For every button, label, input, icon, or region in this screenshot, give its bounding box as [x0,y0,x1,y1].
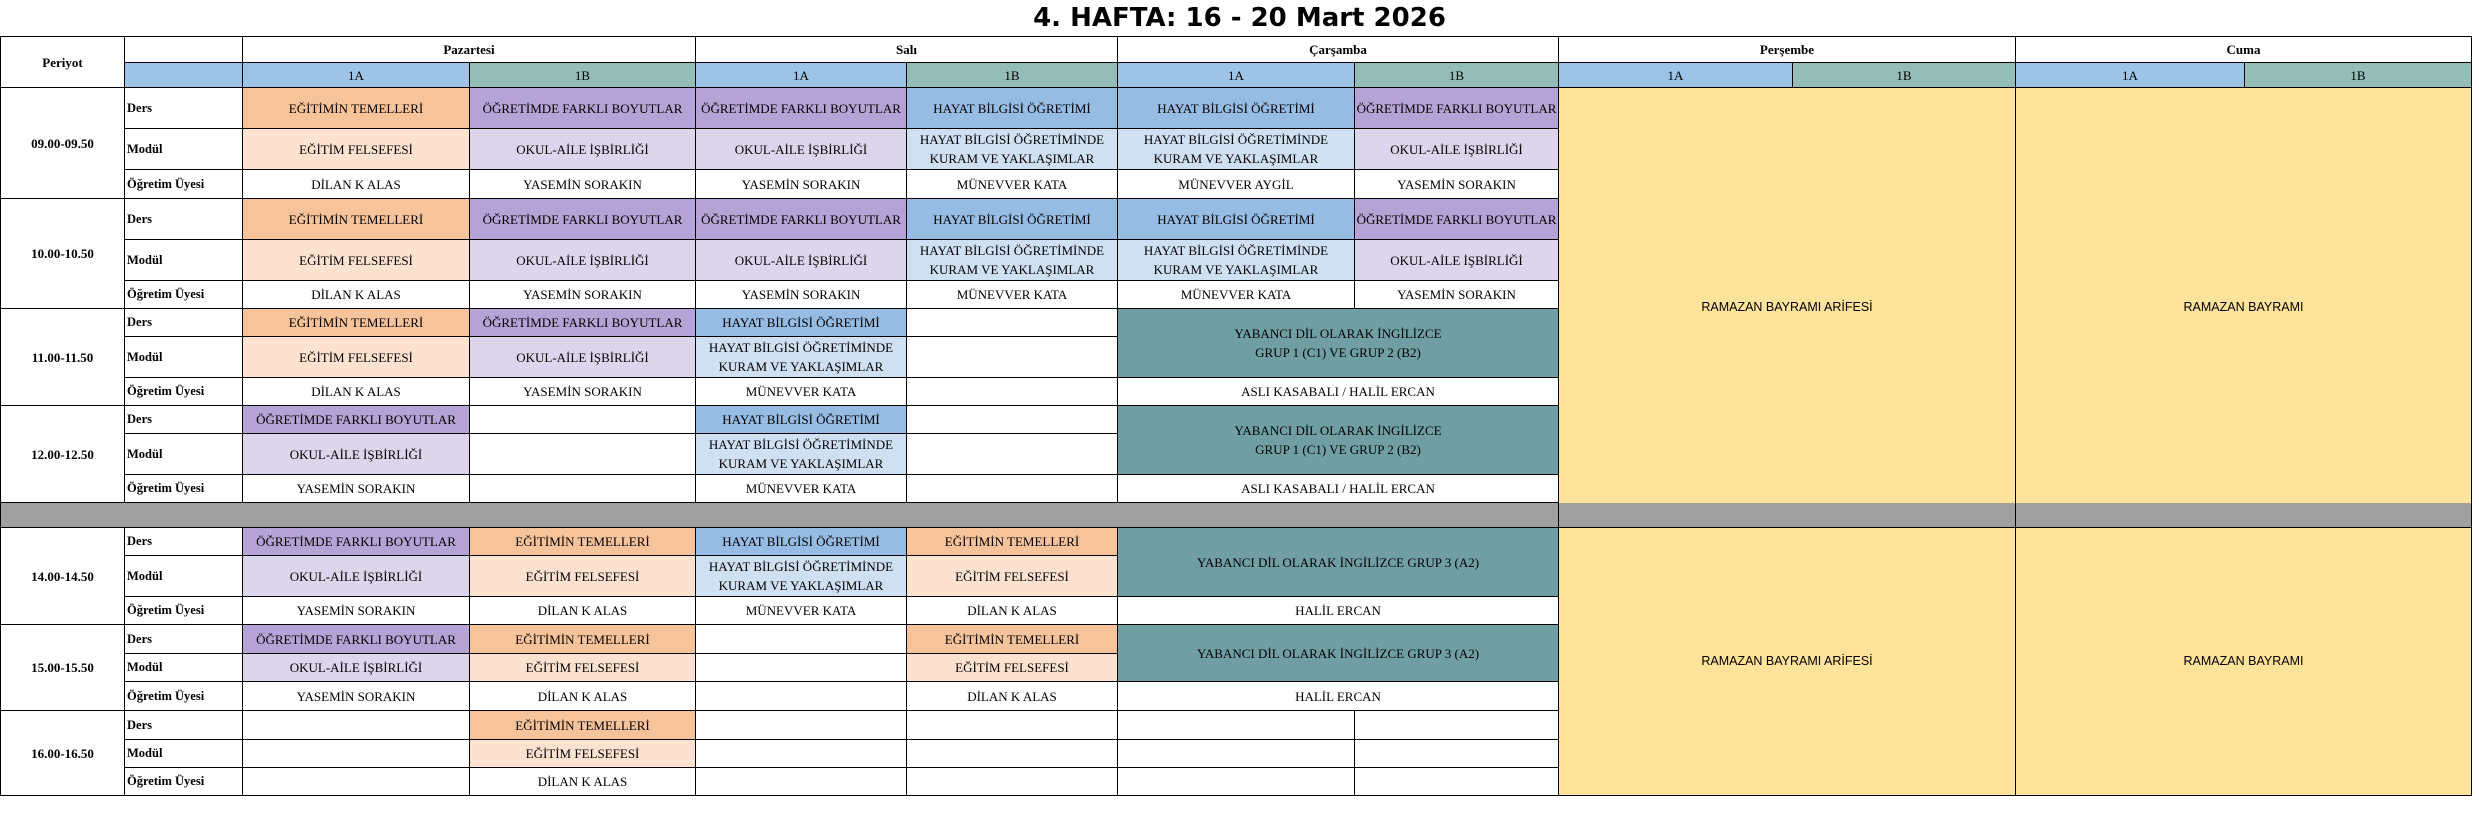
empty-cell [243,768,470,796]
teacher-cell: YASEMİN SORAKIN [696,281,907,309]
module-cell: EĞİTİM FELSEFESİ [243,337,470,378]
module-cell: OKUL-AİLE İŞBİRLİĞİ [1355,129,1559,170]
teacher-cell: YASEMİN SORAKIN [696,170,907,199]
row-label-uye: Öğretim Üyesi [125,597,243,625]
row-label-ders: Ders [125,309,243,337]
course-cell: ÖĞRETİMDE FARKLI BOYUTLAR [470,309,696,337]
module-cell [1118,240,1355,281]
row-label-ders: Ders [125,625,243,654]
row-label-modul: Modül [125,740,243,768]
course-cell: EĞİTİMİN TEMELLERİ [470,528,696,556]
teacher-cell: ASLI KASABALI / HALİL ERCAN [1118,475,1559,503]
course-cell: EĞİTİMİN TEMELLERİ [907,528,1118,556]
row-label-uye: Öğretim Üyesi [125,378,243,406]
course-cell: HAYAT BİLGİSİ ÖĞRETİMİ [696,309,907,337]
teacher-cell: MÜNEVVER AYGİL [1118,170,1355,199]
holiday-cell: RAMAZAN BAYRAMI ARİFESİ [1559,528,2016,796]
course-cell: HAYAT BİLGİSİ ÖĞRETİMİ [1118,88,1355,129]
empty-cell [907,434,1118,475]
teacher-cell: YASEMİN SORAKIN [243,597,470,625]
module-line: HAYAT BİLGİSİ ÖĞRETİMİNDE [919,243,1105,258]
empty-cell [470,475,696,503]
empty-cell [696,625,907,654]
english-cell [1118,406,1559,475]
empty-cell [1355,711,1559,740]
module-line: HAYAT BİLGİSİ ÖĞRETİMİNDE [1143,243,1329,258]
empty-cell [907,711,1118,740]
period-label: 15.00-15.50 [1,625,125,711]
module-cell: EĞİTİM FELSEFESİ [470,654,696,682]
module-cell: OKUL-AİLE İŞBİRLİĞİ [696,129,907,170]
period-label: 16.00-16.50 [1,711,125,796]
row-label-ders: Ders [125,199,243,240]
module-cell: EĞİTİM FELSEFESİ [907,654,1118,682]
empty-cell [907,768,1118,796]
module-cell: OKUL-AİLE İŞBİRLİĞİ [243,434,470,475]
module-cell [696,337,907,378]
course-cell: ÖĞRETİMDE FARKLI BOYUTLAR [696,88,907,129]
module-cell: OKUL-AİLE İŞBİRLİĞİ [243,556,470,597]
schedule-table [0,36,2472,796]
period-label: 12.00-12.50 [1,406,125,503]
course-cell: HAYAT BİLGİSİ ÖĞRETİMİ [907,199,1118,240]
period-label: 09.00-09.50 [1,88,125,199]
teacher-cell: YASEMİN SORAKIN [470,378,696,406]
teacher-cell: HALİL ERCAN [1118,682,1559,711]
row-label-modul: Modül [125,129,243,170]
course-cell: ÖĞRETİMDE FARKLI BOYUTLAR [470,199,696,240]
module-cell [696,434,907,475]
day-header-friday: Cuma [2016,37,2472,63]
empty-cell [907,475,1118,503]
module-cell: OKUL-AİLE İŞBİRLİĞİ [470,129,696,170]
empty-cell [696,768,907,796]
teacher-cell: YASEMİN SORAKIN [243,682,470,711]
empty-cell [907,337,1118,378]
module-cell: EĞİTİM FELSEFESİ [907,556,1118,597]
teacher-cell: MÜNEVVER KATA [907,170,1118,199]
module-cell: OKUL-AİLE İŞBİRLİĞİ [1355,240,1559,281]
teacher-cell: DİLAN K ALAS [243,170,470,199]
row-label-ders: Ders [125,711,243,740]
section-header: 1B [907,63,1118,88]
empty-cell [1118,711,1355,740]
module-cell [1118,129,1355,170]
empty-cell [696,740,907,768]
section-header: 1A [2016,63,2245,88]
section-header: 1B [2245,63,2472,88]
row-label-modul: Modül [125,556,243,597]
holiday-cell: RAMAZAN BAYRAMI ARİFESİ [1559,88,2016,528]
english-line: GRUP 1 (C1) VE GRUP 2 (B2) [1255,345,1421,360]
teacher-cell: DİLAN K ALAS [907,682,1118,711]
module-line: KURAM VE YAKLAŞIMLAR [718,578,884,593]
english-cell: YABANCI DİL OLARAK İNGİLİZCE GRUP 3 (A2) [1118,625,1559,682]
teacher-cell: MÜNEVVER KATA [907,281,1118,309]
course-cell: ÖĞRETİMDE FARKLI BOYUTLAR [1355,88,1559,129]
english-cell [1118,309,1559,378]
teacher-cell: MÜNEVVER KATA [696,597,907,625]
course-cell: EĞİTİMİN TEMELLERİ [470,711,696,740]
course-cell: HAYAT BİLGİSİ ÖĞRETİMİ [696,528,907,556]
row-label-ders: Ders [125,528,243,556]
module-line: HAYAT BİLGİSİ ÖĞRETİMİNDE [708,437,894,452]
section-header: 1B [1355,63,1559,88]
teacher-cell: HALİL ERCAN [1118,597,1559,625]
course-cell: EĞİTİMİN TEMELLERİ [470,625,696,654]
empty-cell [907,406,1118,434]
module-line: KURAM VE YAKLAŞIMLAR [718,359,884,374]
row-label-uye: Öğretim Üyesi [125,768,243,796]
empty-cell [696,711,907,740]
empty-cell [470,406,696,434]
lunch-break-bar [1,503,2472,528]
empty-cell [907,378,1118,406]
module-cell [907,240,1118,281]
course-cell: HAYAT BİLGİSİ ÖĞRETİMİ [907,88,1118,129]
module-cell: EĞİTİM FELSEFESİ [243,129,470,170]
empty-cell [1355,768,1559,796]
row-label-uye: Öğretim Üyesi [125,475,243,503]
holiday-cell: RAMAZAN BAYRAMI [2016,88,2472,528]
course-cell: EĞİTİMİN TEMELLERİ [907,625,1118,654]
header-blank [125,37,243,63]
module-cell: EĞİTİM FELSEFESİ [470,740,696,768]
empty-cell [907,740,1118,768]
section-header: 1A [696,63,907,88]
empty-cell [1118,768,1355,796]
empty-cell [470,434,696,475]
day-header-tuesday: Salı [696,37,1118,63]
row-label-modul: Modül [125,240,243,281]
module-line: KURAM VE YAKLAŞIMLAR [929,262,1095,277]
module-line: KURAM VE YAKLAŞIMLAR [718,456,884,471]
teacher-cell: YASEMİN SORAKIN [470,281,696,309]
module-line: KURAM VE YAKLAŞIMLAR [929,151,1095,166]
section-header: 1A [1118,63,1355,88]
english-line: YABANCI DİL OLARAK İNGİLİZCE [1234,423,1442,438]
module-line: HAYAT BİLGİSİ ÖĞRETİMİNDE [708,559,894,574]
row-label-uye: Öğretim Üyesi [125,682,243,711]
teacher-cell: MÜNEVVER KATA [1118,281,1355,309]
english-line: GRUP 1 (C1) VE GRUP 2 (B2) [1255,442,1421,457]
module-line: KURAM VE YAKLAŞIMLAR [1153,262,1319,277]
row-label-ders: Ders [125,88,243,129]
section-header: 1A [1559,63,1793,88]
english-cell: YABANCI DİL OLARAK İNGİLİZCE GRUP 3 (A2) [1118,528,1559,597]
course-cell: ÖĞRETİMDE FARKLI BOYUTLAR [243,528,470,556]
course-cell: HAYAT BİLGİSİ ÖĞRETİMİ [696,406,907,434]
module-cell: OKUL-AİLE İŞBİRLİĞİ [243,654,470,682]
section-header: 1A [243,63,470,88]
module-line: HAYAT BİLGİSİ ÖĞRETİMİNDE [1143,132,1329,147]
teacher-cell: YASEMİN SORAKIN [243,475,470,503]
empty-cell [243,711,470,740]
teacher-cell: DİLAN K ALAS [470,768,696,796]
day-header-wednesday: Çarşamba [1118,37,1559,63]
module-cell [696,556,907,597]
module-cell: EĞİTİM FELSEFESİ [243,240,470,281]
course-cell: EĞİTİMİN TEMELLERİ [243,199,470,240]
teacher-cell: DİLAN K ALAS [470,682,696,711]
course-cell: ÖĞRETİMDE FARKLI BOYUTLAR [243,625,470,654]
row-label-modul: Modül [125,434,243,475]
course-cell: EĞİTİMİN TEMELLERİ [243,309,470,337]
course-cell: ÖĞRETİMDE FARKLI BOYUTLAR [470,88,696,129]
module-cell [907,129,1118,170]
teacher-cell: DİLAN K ALAS [907,597,1118,625]
teacher-cell: MÜNEVVER KATA [696,475,907,503]
row-label-modul: Modül [125,337,243,378]
day-header-thursday: Perşembe [1559,37,2016,63]
course-cell: ÖĞRETİMDE FARKLI BOYUTLAR [243,406,470,434]
section-header: 1B [470,63,696,88]
course-cell: ÖĞRETİMDE FARKLI BOYUTLAR [696,199,907,240]
row-label-uye: Öğretim Üyesi [125,281,243,309]
row-label-uye: Öğretim Üyesi [125,170,243,199]
module-line: HAYAT BİLGİSİ ÖĞRETİMİNDE [919,132,1105,147]
module-cell: OKUL-AİLE İŞBİRLİĞİ [696,240,907,281]
teacher-cell: MÜNEVVER KATA [696,378,907,406]
course-cell: ÖĞRETİMDE FARKLI BOYUTLAR [1355,199,1559,240]
module-cell: OKUL-AİLE İŞBİRLİĞİ [470,337,696,378]
empty-cell [696,654,907,682]
teacher-cell: DİLAN K ALAS [243,378,470,406]
teacher-cell: DİLAN K ALAS [243,281,470,309]
period-label: 10.00-10.50 [1,199,125,309]
teacher-cell: ASLI KASABALI / HALİL ERCAN [1118,378,1559,406]
empty-cell [907,309,1118,337]
english-line: YABANCI DİL OLARAK İNGİLİZCE [1234,326,1442,341]
module-cell: OKUL-AİLE İŞBİRLİĞİ [470,240,696,281]
module-cell: EĞİTİM FELSEFESİ [470,556,696,597]
teacher-cell: DİLAN K ALAS [470,597,696,625]
period-label: 11.00-11.50 [1,309,125,406]
teacher-cell: YASEMİN SORAKIN [470,170,696,199]
module-line: KURAM VE YAKLAŞIMLAR [1153,151,1319,166]
empty-cell [1118,740,1355,768]
day-header-monday: Pazartesi [243,37,696,63]
period-header: Periyot [1,37,125,88]
page-title: 4. HAFTA: 16 - 20 Mart 2026 [1033,3,1446,33]
empty-cell [243,740,470,768]
course-cell: EĞİTİMİN TEMELLERİ [243,88,470,129]
course-cell: HAYAT BİLGİSİ ÖĞRETİMİ [1118,199,1355,240]
period-label: 14.00-14.50 [1,528,125,625]
teacher-cell: YASEMİN SORAKIN [1355,170,1559,199]
teacher-cell: YASEMİN SORAKIN [1355,281,1559,309]
empty-cell [1355,740,1559,768]
module-line: HAYAT BİLGİSİ ÖĞRETİMİNDE [708,340,894,355]
empty-cell [696,682,907,711]
section-header-blank [125,63,243,88]
row-label-modul: Modül [125,654,243,682]
section-header: 1B [1793,63,2016,88]
row-label-ders: Ders [125,406,243,434]
holiday-cell: RAMAZAN BAYRAMI [2016,528,2472,796]
